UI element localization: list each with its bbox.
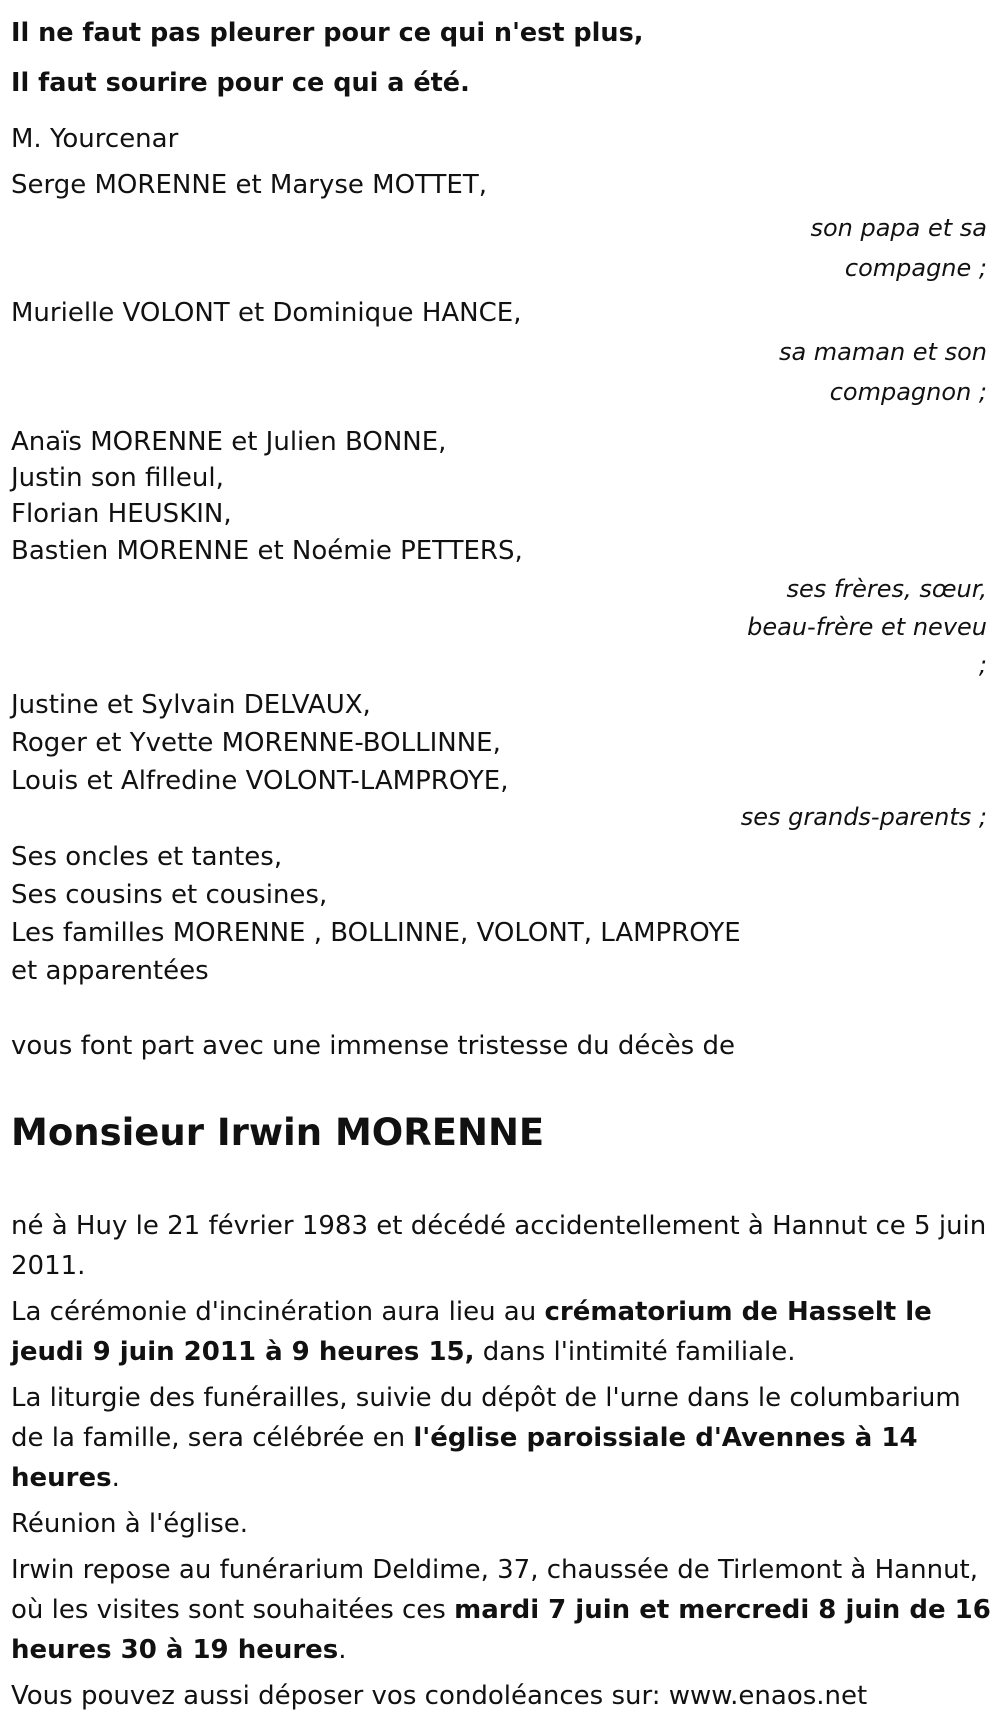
visits-text xyxy=(11,1550,991,1670)
announcement-intro: vous font part avec une immense tristesse du décès de xyxy=(11,1031,735,1061)
family-name-line: Florian HEUSKIN, xyxy=(11,499,232,529)
birth-death-text: né à Huy le 21 février 1983 et décédé accidentellement à Hannut ce 5 juin 2011. xyxy=(11,1211,987,1281)
quote-line: Il ne faut pas pleurer pour ce qui n'est plus, xyxy=(11,18,644,48)
family-name-line: Bastien MORENNE et Noémie PETTERS, xyxy=(11,536,523,566)
family-name-line: Ses oncles et tantes, xyxy=(11,842,283,872)
family-group-others xyxy=(11,838,991,990)
family-role xyxy=(757,332,991,412)
family-group-mother xyxy=(11,294,991,412)
quote xyxy=(11,8,991,108)
liturgy-text-pre: La liturgie des funérailles, suivie du dépôt de l'urne dans le columbarium de la famille, sera célébrée en xyxy=(11,1383,961,1453)
condolences-text: Vous pouvez aussi déposer vos condoléances sur: www.enaos.net xyxy=(11,1681,868,1711)
deceased-name: Monsieur Irwin MORENNE xyxy=(11,1111,545,1154)
cremation-text xyxy=(11,1292,991,1372)
role-line: beau-frère et neveu xyxy=(747,613,987,641)
obituary-page xyxy=(11,8,991,1716)
family-group-grandparents xyxy=(11,686,991,834)
family-name-line: Louis et Alfredine VOLONT-LAMPROYE, xyxy=(11,766,509,796)
quote-author: M. Yourcenar xyxy=(11,124,179,154)
role-line: ses frères, sœur, xyxy=(786,575,987,603)
role-line: compagnon ; xyxy=(829,378,987,406)
family-role xyxy=(687,800,991,834)
family-name-line: Murielle VOLONT et Dominique HANCE, xyxy=(11,298,522,328)
reunion-text: Réunion à l'église. xyxy=(11,1509,249,1539)
liturgy-text xyxy=(11,1378,991,1498)
visits-text-post: . xyxy=(338,1635,347,1665)
visits-text-pre: Irwin repose au funérarium Deldime, 37, chaussée de Tirlemont à Hannut, où les visites sont souhaitées ces xyxy=(11,1555,979,1625)
family-name-line: Justine et Sylvain DELVAUX, xyxy=(11,690,371,720)
family-name-line: et apparentées xyxy=(11,956,209,986)
cremation-text-post: dans l'intimité familiale. xyxy=(474,1337,796,1367)
role-line: ses grands-parents ; xyxy=(740,803,987,831)
family-name-line: Anaïs MORENNE et Julien BONNE, xyxy=(11,427,447,457)
liturgy-text-post: . xyxy=(111,1463,120,1493)
cremation-text-bold: crématorium de Hasselt le jeudi 9 juin 2011 à 9 heures 15, xyxy=(11,1297,932,1367)
family-name-line: Serge MORENNE et Maryse MOTTET, xyxy=(11,170,487,200)
cremation-text-pre: La cérémonie d'incinération aura lieu au xyxy=(11,1297,545,1327)
role-line: compagne ; xyxy=(844,254,987,282)
liturgy-text-bold: l'église paroissiale d'Avennes à 14 heures xyxy=(11,1423,918,1493)
family-role xyxy=(687,570,991,684)
family-name-line: Ses cousins et cousines, xyxy=(11,880,328,910)
family-name-line: Justin son filleul, xyxy=(11,463,224,493)
role-line: son papa et sa xyxy=(810,214,987,242)
role-line: sa maman et son xyxy=(778,338,987,366)
family-role xyxy=(787,208,991,288)
family-group-siblings xyxy=(11,424,991,684)
role-line: ; xyxy=(978,651,987,679)
quote-line: Il faut sourire pour ce qui a été. xyxy=(11,68,470,98)
family-group-father xyxy=(11,162,991,288)
family-name-line: Roger et Yvette MORENNE-BOLLINNE, xyxy=(11,728,501,758)
family-name-line: Les familles MORENNE , BOLLINNE, VOLONT, LAMPROYE xyxy=(11,918,741,948)
visits-text-bold: mardi 7 juin et mercredi 8 juin de 16 heures 30 à 19 heures xyxy=(11,1595,991,1665)
